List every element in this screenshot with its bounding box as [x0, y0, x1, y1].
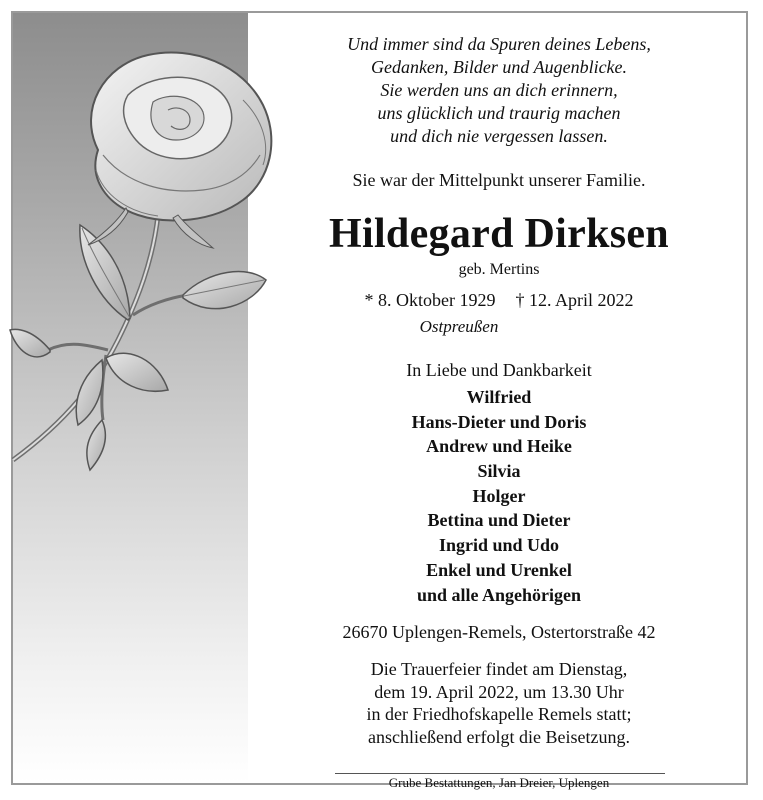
memorial-poem	[250, 33, 748, 148]
poem-line: Gedanken, Bilder und Augenblicke.	[370, 57, 628, 77]
mourners-list	[250, 385, 748, 607]
service-line: Die Trauerfeier findet am Dienstag,	[370, 659, 628, 679]
death-date: † 12. April 2022	[515, 290, 634, 310]
family-center-line: Sie war der Mittelpunkt unserer Familie.	[352, 170, 646, 190]
undertaker-credit: Grube Bestattungen, Jan Dreier, Uplengen	[388, 775, 610, 790]
list-item: Wilfried	[466, 387, 532, 407]
service-line: anschließend erfolgt die Beisetzung.	[368, 726, 630, 747]
list-item: Holger	[472, 485, 526, 506]
love-line: In Liebe und Dankbarkeit	[406, 360, 592, 380]
funeral-service-info	[250, 658, 748, 748]
list-item: Andrew und Heike	[426, 436, 572, 457]
poem-line: Und immer sind da Spuren deines Lebens,	[347, 34, 651, 54]
list-item: Hans-Dieter und Doris	[411, 411, 587, 432]
divider	[335, 773, 665, 774]
deceased-name: Hildegard Dirksen	[329, 211, 669, 257]
birth-date: * 8. Oktober 1929	[364, 290, 496, 310]
service-line: in der Friedhofskapelle Remels statt;	[366, 704, 632, 724]
list-item: Silvia	[477, 461, 521, 482]
service-line: dem 19. April 2022, um 13.30 Uhr	[374, 681, 624, 702]
list-item: Enkel und Urenkel	[426, 559, 572, 580]
list-item: und alle Angehörigen	[416, 584, 582, 605]
notice-content	[250, 13, 748, 790]
poem-line: und dich nie vergessen lassen.	[390, 126, 608, 146]
list-item: Ingrid und Udo	[438, 535, 560, 556]
family-address: 26670 Uplengen-Remels, Ostertorstraße 42	[342, 622, 656, 642]
life-dates	[250, 290, 748, 311]
poem-line: Sie werden uns an dich erinnern,	[380, 80, 618, 100]
place-of-origin: Ostpreußen	[419, 317, 499, 336]
maiden-name: geb. Mertins	[458, 261, 540, 278]
list-item: Bettina und Dieter	[427, 510, 571, 531]
poem-line: uns glücklich und traurig machen	[377, 103, 621, 123]
